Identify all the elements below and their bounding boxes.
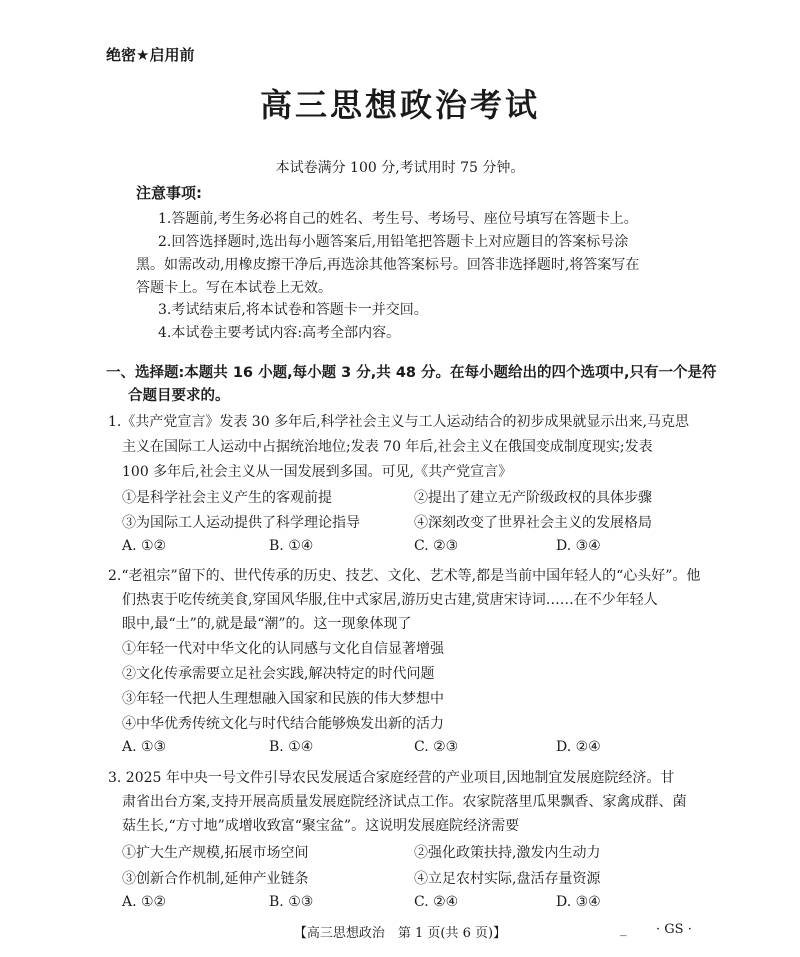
q1-item: ③为国际工人运动提供了科学理论指导 [122, 515, 360, 531]
q2-choice-d: D. ②④ [556, 739, 601, 755]
section-heading-cont: 合题目要求的。 [128, 388, 230, 404]
footer-mark: _ [620, 922, 627, 937]
q2-stem-line: 眼中,最“土”的,就是最“潮”的。这一现象体现了 [122, 616, 412, 632]
q2-item: ④中华优秀传统文化与时代结合能够焕发出新的活力 [122, 716, 444, 732]
q2-item: ②文化传承需要立足社会实践,解决特定的时代问题 [122, 666, 435, 682]
q3-item: ①扩大生产规模,拓展市场空间 [122, 845, 309, 861]
q3-item: ③创新合作机制,延伸产业链条 [122, 871, 309, 887]
exam-title: 高三思想政治考试 [259, 86, 540, 124]
q1-choice-d: D. ③④ [556, 538, 601, 554]
exam-subtitle: 本试卷满分 100 分,考试用时 75 分钟。 [275, 160, 525, 176]
q3-choice-c: C. ②④ [414, 894, 459, 910]
footer-code: · GS · [656, 922, 692, 937]
q1-choice-b: B. ①④ [269, 538, 314, 554]
notice-line: 2.回答选择题时,选出每小题答案后,用铅笔把答题卡上对应题目的答案标号涂 [158, 234, 629, 250]
notice-line: 黑。如需改动,用橡皮擦干净后,再选涂其他答案标号。回答非选择题时,将答案写在 [136, 257, 640, 273]
q3-item: ②强化政策扶持,激发内生动力 [414, 845, 601, 861]
notice-line: 3.考试结束后,将本试卷和答题卡一并交回。 [158, 302, 428, 318]
q2-item: ③年轻一代把人生理想融入国家和民族的伟大梦想中 [122, 691, 444, 707]
q2-choice-c: C. ②③ [414, 739, 459, 755]
notice-heading: 注意事项: [136, 184, 202, 202]
q1-item: ④深刻改变了世界社会主义的发展格局 [414, 515, 652, 531]
q2-stem-line: 们热衷于吃传统美食,穿国风华服,住中式家居,游历史古建,赏唐宋诗词……在不少年轻人 [122, 592, 658, 608]
q3-choice-a: A. ①② [122, 894, 167, 910]
q3-stem-line: 3. 2025 年中央一号文件引导农民发展适合家庭经营的产业项目,因地制宜发展庭院经济。甘 [108, 770, 675, 786]
page-footer: 【高三思想政治 第 1 页(共 6 页)】 [293, 926, 507, 941]
section-heading: 一、选择题:本题共 16 小题,每小题 3 分,共 48 分。在每小题给出的四个选项中,只有一个是符 [106, 365, 717, 381]
q2-choice-a: A. ①③ [122, 739, 167, 755]
q3-stem-line: 菇生长,“方寸地”成增收致富“聚宝盆”。这说明发展庭院经济需要 [122, 818, 520, 834]
q1-stem-line: 1.《共产党宣言》发表 30 多年后,科学社会主义与工人运动结合的初步成果就显示出来,马克思 [108, 414, 689, 430]
notice-line: 4.本试卷主要考试内容:高考全部内容。 [158, 325, 401, 341]
q1-stem-line: 100 多年后,社会主义从一国发展到多国。可见,《共产党宣言》 [122, 464, 513, 480]
q1-item: ①是科学社会主义产生的客观前提 [122, 490, 332, 506]
q1-stem-line: 主义在国际工人运动中占据统治地位;发表 70 年后,社会主义在俄国变成制度现实;发表 [122, 439, 653, 455]
q3-choice-d: D. ③④ [556, 894, 601, 910]
q2-stem-line: 2.“老祖宗”留下的、世代传承的历史、技艺、文化、艺术等,都是当前中国年轻人的“心头好”。他 [108, 568, 701, 584]
q1-choice-a: A. ①② [122, 538, 167, 554]
q1-item: ②提出了建立无产阶级政权的具体步骤 [414, 490, 652, 506]
notice-line: 1.答题前,考生务必将自己的姓名、考生号、考场号、座位号填写在答题卡上。 [158, 211, 638, 227]
q3-stem-line: 肃省出台方案,支持开展高质量发展庭院经济试点工作。农家院落里瓜果飘香、家禽成群、菌 [122, 794, 687, 810]
q3-item: ④立足农村实际,盘活存量资源 [414, 871, 601, 887]
q2-item: ①年轻一代对中华文化的认同感与文化自信显著增强 [122, 641, 444, 657]
q1-choice-c: C. ②③ [414, 538, 459, 554]
q3-choice-b: B. ①③ [269, 894, 314, 910]
q2-choice-b: B. ①④ [269, 739, 314, 755]
confidential-label: 绝密★启用前 [106, 46, 195, 64]
notice-line: 答题卡上。写在本试卷上无效。 [136, 280, 332, 296]
